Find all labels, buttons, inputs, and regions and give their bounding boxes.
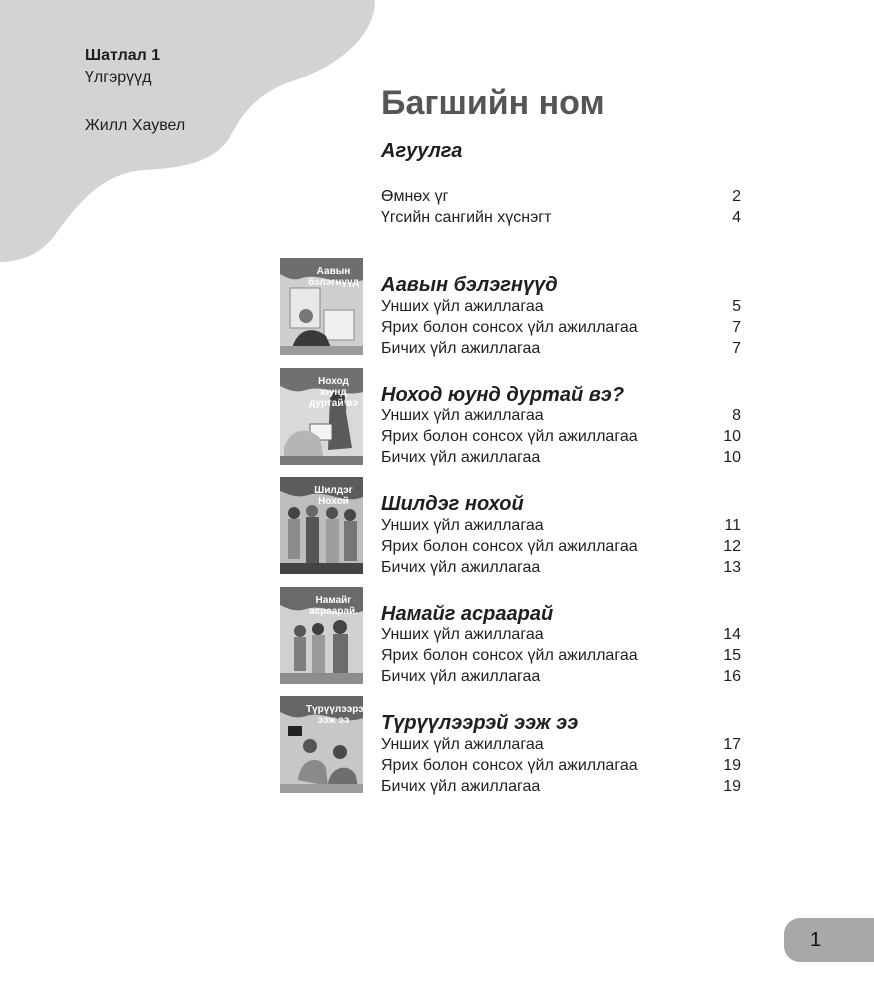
book-cover-title: Намайг асраарай. [309, 595, 358, 617]
book-cover-title: Аавын бэлэгнүүд [308, 266, 359, 288]
toc-entry[interactable] [381, 736, 741, 757]
toc-entry[interactable] [381, 340, 741, 361]
toc-entry-label: Унших үйл ажиллагаа [381, 517, 544, 534]
toc-entry-label: Унших үйл ажиллагаа [381, 407, 544, 424]
toc-entry-label: Ярих болон сонсох үйл ажиллагаа [381, 319, 638, 336]
book-cover-title: Ноход юунд дуртай вэ [309, 376, 358, 409]
toc-entry[interactable] [381, 647, 741, 668]
toc-entry[interactable] [381, 559, 741, 580]
toc-entry-page: 2 [732, 188, 741, 205]
toc-entry-page: 16 [723, 668, 741, 685]
toc-entry[interactable] [381, 757, 741, 778]
toc-entry-preface[interactable] [381, 188, 741, 209]
toc-entry-page: 17 [723, 736, 741, 753]
level-label: Шатлал 1 [85, 47, 161, 64]
toc-entry-label: Ярих болон сонсох үйл ажиллагаа [381, 538, 638, 555]
book-cover-title: Түрүүлээрэй ээж ээ [306, 704, 370, 726]
book-title: Аавын бэлэгнүүд [381, 274, 558, 296]
toc-entry-label: Унших үйл ажиллагаа [381, 736, 544, 753]
toc-entry-label: Үгсийн сангийн хүснэгт [381, 209, 552, 226]
toc-entry[interactable] [381, 517, 741, 538]
toc-entry-page: 10 [723, 428, 741, 445]
series-name: Үлгэрүүд [85, 69, 152, 86]
book-cover-image [280, 258, 363, 355]
book-cover-image [280, 477, 363, 574]
toc-entry-label: Унших үйл ажиллагаа [381, 298, 544, 315]
book-title: Ноход юунд дуртай вэ? [381, 384, 625, 406]
corner-blob-shape [0, 0, 380, 270]
toc-entry-label: Ярих болон сонсох үйл ажиллагаа [381, 647, 638, 664]
toc-entry[interactable] [381, 298, 741, 319]
toc-entry-label: Унших үйл ажиллагаа [381, 626, 544, 643]
toc-entry-page: 4 [732, 209, 741, 226]
toc-entry-page: 12 [723, 538, 741, 555]
toc-entry-label: Бичих үйл ажиллагаа [381, 778, 541, 795]
toc-entry-label: Өмнөх үг [381, 188, 449, 205]
toc-entry[interactable] [381, 626, 741, 647]
book-title: Намайг асраарай [381, 603, 554, 625]
toc-entry-label: Бичих үйл ажиллагаа [381, 340, 541, 357]
toc-entry-page: 7 [732, 319, 741, 336]
toc-entry-label: Бичих үйл ажиллагаа [381, 449, 541, 466]
book-cover-image [280, 368, 363, 465]
toc-entry[interactable] [381, 319, 741, 340]
toc-entry[interactable] [381, 407, 741, 428]
book-cover-image [280, 696, 370, 793]
page-number: 1 [810, 929, 822, 951]
toc-entry-page: 11 [724, 517, 741, 534]
toc-entry-page: 7 [732, 340, 741, 357]
toc-entry-page: 13 [723, 559, 741, 576]
toc-entry-label: Ярих болон сонсох үйл ажиллагаа [381, 428, 638, 445]
book-title: Шилдэг нохой [381, 493, 524, 515]
toc-entry-vocabulary[interactable] [381, 209, 741, 230]
toc-entry[interactable] [381, 428, 741, 449]
toc-entry[interactable] [381, 449, 741, 470]
toc-entry-page: 14 [723, 626, 741, 643]
toc-entry-label: Ярих болон сонсох үйл ажиллагаа [381, 757, 638, 774]
toc-entry-page: 5 [732, 298, 741, 315]
page-number-tab [784, 918, 874, 962]
page-title: Багшийн ном [381, 84, 605, 122]
toc-entry[interactable] [381, 668, 741, 689]
toc-entry-page: 15 [723, 647, 741, 664]
toc-entry-label: Бичих үйл ажиллагаа [381, 559, 541, 576]
toc-entry-page: 19 [723, 757, 741, 774]
book-title: Түрүүлээрэй ээж ээ [381, 712, 579, 734]
toc-entry[interactable] [381, 538, 741, 559]
contents-heading: Агуулга [381, 140, 463, 162]
author-name: Жилл Хаувел [85, 117, 186, 134]
toc-entry-page: 8 [732, 407, 741, 424]
toc-entry[interactable] [381, 778, 741, 799]
toc-entry-page: 19 [723, 778, 741, 795]
toc-entry-label: Бичих үйл ажиллагаа [381, 668, 541, 685]
book-cover-title: Шилдэг Нохой [314, 485, 353, 507]
toc-entry-page: 10 [723, 449, 741, 466]
book-cover-image [280, 587, 363, 684]
